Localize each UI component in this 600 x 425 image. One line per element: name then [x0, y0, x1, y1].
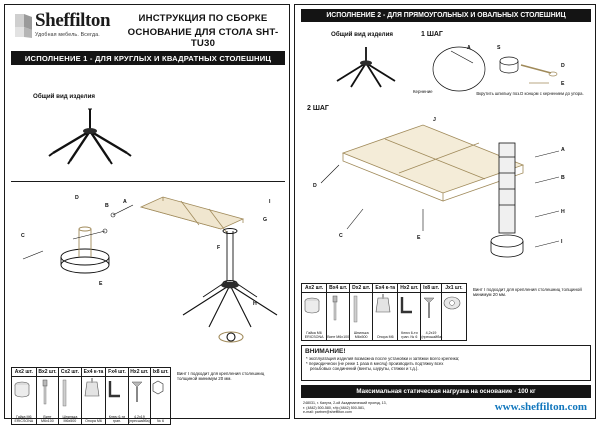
- attention-line-1: * эксплуатация изделия возможна после установки и затяжки всего крепежа;: [306, 356, 460, 361]
- left-assembly-drawing: [13, 185, 285, 363]
- brand-slogan: Удобная мебель. Всегда.: [35, 32, 100, 38]
- website-link[interactable]: www.sheffilton.com: [494, 401, 587, 413]
- attention-line-3: резьбовых соединений (винты, шурупы, стяжки и т.д.).: [310, 366, 419, 372]
- callout-I: I: [269, 199, 271, 205]
- part-header-5: Ix8 шт.: [421, 284, 441, 293]
- part-caption-2: Шпилька М6х500: [353, 330, 369, 339]
- part-header-5: Hx2 шт.: [128, 368, 150, 377]
- bracket-icon: [442, 294, 462, 320]
- load-bar: Максимальная статическая нагрузка на основание - 100 кг: [301, 385, 591, 398]
- callout-step1-A: A: [467, 45, 471, 51]
- left-separator: [11, 181, 285, 182]
- part-header-2: Dx2 шт.: [350, 284, 373, 293]
- attention-title: ВНИМАНИЕ!: [305, 348, 346, 355]
- part-cell-2: [59, 377, 81, 425]
- part-header-0: Ax2 шт.: [302, 284, 327, 293]
- part-caption-4: Ключ 6-ти гран.: [108, 414, 126, 423]
- part-header-2: Cx2 шт.: [59, 368, 81, 377]
- contacts-line-3: e-mail: partner@sheffilton.com: [303, 410, 352, 415]
- part-caption-3: Опора М6: [376, 334, 394, 339]
- execution-2-bar: ИСПОЛНЕНИЕ 2 - ДЛЯ ПРЯМОУГОЛЬНЫХ И ОВАЛЬНЫХ СТОЛЕШНИЦ: [301, 9, 591, 22]
- part-cell-6: [441, 293, 466, 341]
- part-cell-2: [350, 293, 373, 341]
- title-line-2: ОСНОВАНИЕ ДЛЯ СТОЛА SHT-TU30: [127, 27, 279, 49]
- hex-key-icon: [106, 378, 124, 404]
- screw-icon: [327, 294, 343, 322]
- part-cell-5: [128, 377, 150, 425]
- hex-key-icon: [398, 294, 416, 320]
- right-parts-table: [301, 283, 467, 341]
- self-tapping-screw-icon: [129, 378, 145, 406]
- attention-box: [301, 345, 591, 381]
- self-tapping-screw-icon: [421, 294, 437, 322]
- part-cell-4: [398, 293, 421, 341]
- right-page: [294, 4, 596, 419]
- callout-E: E: [99, 281, 103, 287]
- left-overview-label: Общий вид изделия: [33, 93, 96, 100]
- left-page: [4, 4, 290, 423]
- part-header-3: Ex4 к-та: [373, 284, 398, 293]
- table-header-row: [12, 368, 171, 377]
- left-note: Винт I подходит для крепления столешниц толщиной минимум 20 мм.: [177, 371, 265, 382]
- contacts-line-2: т. (4842) 500-580, т/ф (4842) 500-581,: [303, 405, 365, 410]
- part-cell-6: [151, 377, 171, 425]
- left-parts-table: [11, 367, 171, 425]
- screw-icon: [37, 378, 53, 406]
- right-overview-drawing: [327, 43, 405, 93]
- part-cell-0: [12, 377, 37, 425]
- part-caption-1: Винт М6х100: [41, 414, 54, 423]
- callout-B: B: [105, 203, 109, 209]
- right-note: Винт I подходит для крепления столешниц толщиной минимум 20 мм.: [473, 287, 582, 298]
- callout-A: A: [123, 199, 127, 205]
- part-caption-2: Шпилька М6х500: [62, 414, 78, 423]
- title-line-1: ИНСТРУКЦИЯ ПО СБОРКЕ: [138, 13, 268, 24]
- callout-step2-A: A: [561, 147, 565, 153]
- table-header-row: [302, 284, 467, 293]
- callout-step2-I: I: [561, 239, 563, 245]
- callout-H: H: [253, 301, 257, 307]
- step-2-label: 2 ШАГ: [307, 105, 329, 112]
- brand-block: [11, 11, 119, 45]
- part-caption-3: Опора М6: [85, 418, 102, 423]
- nut-icon: [12, 378, 32, 404]
- table-image-row: [12, 377, 171, 425]
- part-caption-1: Винт М6х100: [327, 334, 350, 339]
- part-header-1: Bx2 шт.: [36, 368, 58, 377]
- left-overview-drawing: [35, 101, 145, 171]
- chair-logo-icon: [11, 11, 37, 39]
- part-header-6: Ix8 шт.: [152, 369, 169, 375]
- part-header-3: Ex4 к-та: [81, 368, 106, 377]
- callout-step1-D: D: [561, 63, 565, 69]
- foot-icon: [82, 378, 102, 404]
- part-caption-5: 4,2х19 (пресшайба): [421, 330, 443, 339]
- nut-icon: [302, 294, 322, 320]
- attention-line-2: * периодически (не реже 1 раза в месяц) производить подтяжку всех: [306, 361, 444, 367]
- foot-icon: [373, 294, 393, 320]
- execution-1-bar: ИСПОЛНЕНИЕ 1 - ДЛЯ КРУГЛЫХ И КВАДРАТНЫХ СТОЛЕШНИЦ: [11, 51, 285, 65]
- threaded-rod-icon: [59, 378, 71, 408]
- part-header-4: Fx4 шт.: [106, 368, 128, 377]
- part-caption-6: № 6: [157, 418, 164, 423]
- page-title: [123, 13, 283, 49]
- part-cell-4: [106, 377, 128, 425]
- part-caption-5: 4,2х19 (пресшайба): [128, 414, 150, 423]
- part-cell-0: [302, 293, 327, 341]
- part-cell-3: [81, 377, 106, 425]
- part-header-1: Bx4 шт.: [327, 284, 350, 293]
- part-cell-5: [421, 293, 441, 341]
- callout-step2-B: B: [561, 175, 565, 181]
- callout-step2-D: D: [313, 183, 317, 189]
- contacts-line-1: 248031, г. Калуга, 2-ой Академический проезд, 13,: [303, 401, 387, 405]
- threaded-rod-icon: [350, 294, 362, 324]
- hex-size-icon: [151, 378, 165, 402]
- contacts-block: [303, 401, 481, 415]
- part-header-4: Hx2 шт.: [398, 284, 421, 293]
- part-header-0: Ax2 шт.: [12, 368, 37, 377]
- part-cell-3: [373, 293, 398, 341]
- part-caption-4: Ключ 6-ти гран. № 6: [401, 330, 418, 339]
- part-caption-0: Гайка М6 ERICSONA: [304, 330, 324, 339]
- callout-step1-B: S: [497, 45, 501, 51]
- brand-name: Sheffilton: [35, 10, 111, 31]
- callout-D: D: [75, 195, 79, 201]
- callout-F: F: [217, 245, 221, 251]
- part-cell-1: [36, 377, 58, 425]
- table-image-row: [302, 293, 467, 341]
- right-overview-label: Общий вид изделия: [331, 31, 394, 38]
- part-header-6: Jx1 шт.: [441, 284, 466, 293]
- part-caption-0: Гайка М6 ERICSONA: [14, 414, 34, 423]
- callout-step2-C: C: [339, 233, 343, 239]
- part-cell-1: [327, 293, 350, 341]
- step-1-hint: Вкрутить шпильку поз.D концом с кернением до упора.: [476, 91, 584, 96]
- callout-step1-E: E: [561, 81, 565, 87]
- callout-G: G: [263, 217, 268, 223]
- callout-C: C: [21, 233, 25, 239]
- callout-step2-E: E: [417, 235, 421, 241]
- kern-label: Кернение: [413, 89, 433, 94]
- callout-step2-H: H: [561, 209, 565, 215]
- step-2-drawing: [303, 113, 589, 273]
- step-1-label: 1 ШАГ: [421, 31, 443, 38]
- callout-step2-J: J: [433, 117, 436, 123]
